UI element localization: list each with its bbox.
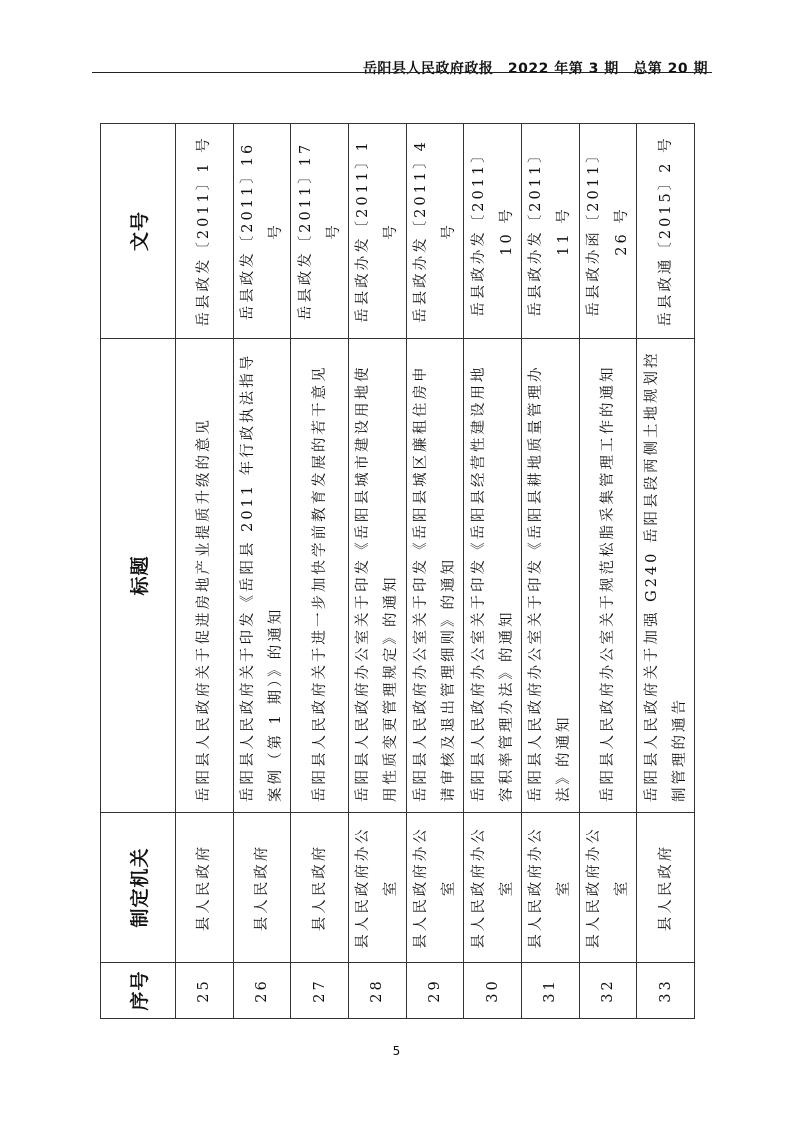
cell-seq: 27 xyxy=(291,963,349,1019)
cell-doc-no: 岳县政发〔2011〕1 号 xyxy=(176,124,234,339)
header-seq: 序号 xyxy=(101,963,176,1019)
cell-agency: 县人民政府办公室 xyxy=(464,813,522,963)
cell-agency: 县人民政府办公室 xyxy=(406,813,464,963)
regulation-table xyxy=(100,123,695,1019)
header-doc-no: 文号 xyxy=(101,124,176,339)
cell-agency: 县人民政府 xyxy=(176,813,234,963)
cell-title: 岳阳县人民政府办公室关于印发《岳阳县城市建设用地使用性质变更管理规定》的通知 xyxy=(348,339,406,813)
cell-title: 岳阳县人民政府办公室关于规范松脂采集管理工作的通知 xyxy=(579,339,637,813)
cell-title: 岳阳县人民政府关于加强 G240 岳阳县段两侧土地规划控制管理的通告 xyxy=(637,339,695,813)
cell-seq: 30 xyxy=(464,963,522,1019)
header-title: 标题 xyxy=(101,339,176,813)
cell-doc-no: 岳县政办发〔2011〕10 号 xyxy=(464,124,522,339)
cell-agency: 县人民政府 xyxy=(291,813,349,963)
cell-title: 岳阳县人民政府办公室关于印发《岳阳县耕地质量管理办法》的通知 xyxy=(521,339,579,813)
cell-agency: 县人民政府 xyxy=(637,813,695,963)
cell-seq: 26 xyxy=(233,963,291,1019)
cell-doc-no: 岳县政发〔2011〕17 号 xyxy=(291,124,349,339)
cell-agency: 县人民政府 xyxy=(233,813,291,963)
table-row xyxy=(637,124,695,1019)
cell-seq: 31 xyxy=(521,963,579,1019)
rotated-table-container xyxy=(100,124,691,1019)
cell-doc-no: 岳县政办发〔2011〕11 号 xyxy=(521,124,579,339)
table-row xyxy=(348,124,406,1019)
cell-doc-no: 岳县政办发〔2011〕4 号 xyxy=(406,124,464,339)
cell-title: 岳阳县人民政府关于促进房地产业提质升级的意见 xyxy=(176,339,234,813)
page-header: 岳阳县人民政府政报 2022 年第 3 期 总第 20 期 xyxy=(362,61,708,77)
cell-title: 岳阳县人民政府关于进一步加快学前教育发展的若干意见 xyxy=(291,339,349,813)
table-row xyxy=(464,124,522,1019)
cell-seq: 29 xyxy=(406,963,464,1019)
cell-seq: 33 xyxy=(637,963,695,1019)
page-number: 5 xyxy=(392,1044,401,1058)
cell-title: 岳阳县人民政府办公室关于印发《岳阳县经营性建设用地容积率管理办法》的通知 xyxy=(464,339,522,813)
header-divider xyxy=(92,72,712,73)
cell-seq: 25 xyxy=(176,963,234,1019)
table-row xyxy=(233,124,291,1019)
cell-title: 岳阳县人民政府关于印发《岳阳县 2011 年行政执法指导案例（第 1 期）》的通知 xyxy=(233,339,291,813)
table-row xyxy=(291,124,349,1019)
table-row xyxy=(521,124,579,1019)
cell-agency: 县人民政府办公室 xyxy=(348,813,406,963)
table-row xyxy=(176,124,234,1019)
cell-seq: 32 xyxy=(579,963,637,1019)
cell-seq: 28 xyxy=(348,963,406,1019)
cell-doc-no: 岳县政通〔2015〕2 号 xyxy=(637,124,695,339)
header-agency: 制定机关 xyxy=(101,813,176,963)
cell-doc-no: 岳县政发〔2011〕16 号 xyxy=(233,124,291,339)
table-header-row xyxy=(101,124,176,1019)
cell-doc-no: 岳县政办函〔2011〕26 号 xyxy=(579,124,637,339)
table-row xyxy=(406,124,464,1019)
cell-agency: 县人民政府办公室 xyxy=(579,813,637,963)
table-row xyxy=(579,124,637,1019)
cell-doc-no: 岳县政办发〔2011〕1 号 xyxy=(348,124,406,339)
cell-agency: 县人民政府办公室 xyxy=(521,813,579,963)
cell-title: 岳阳县人民政府办公室关于印发《岳阳县城区廉租住房申请审核及退出管理细则》的通知 xyxy=(406,339,464,813)
